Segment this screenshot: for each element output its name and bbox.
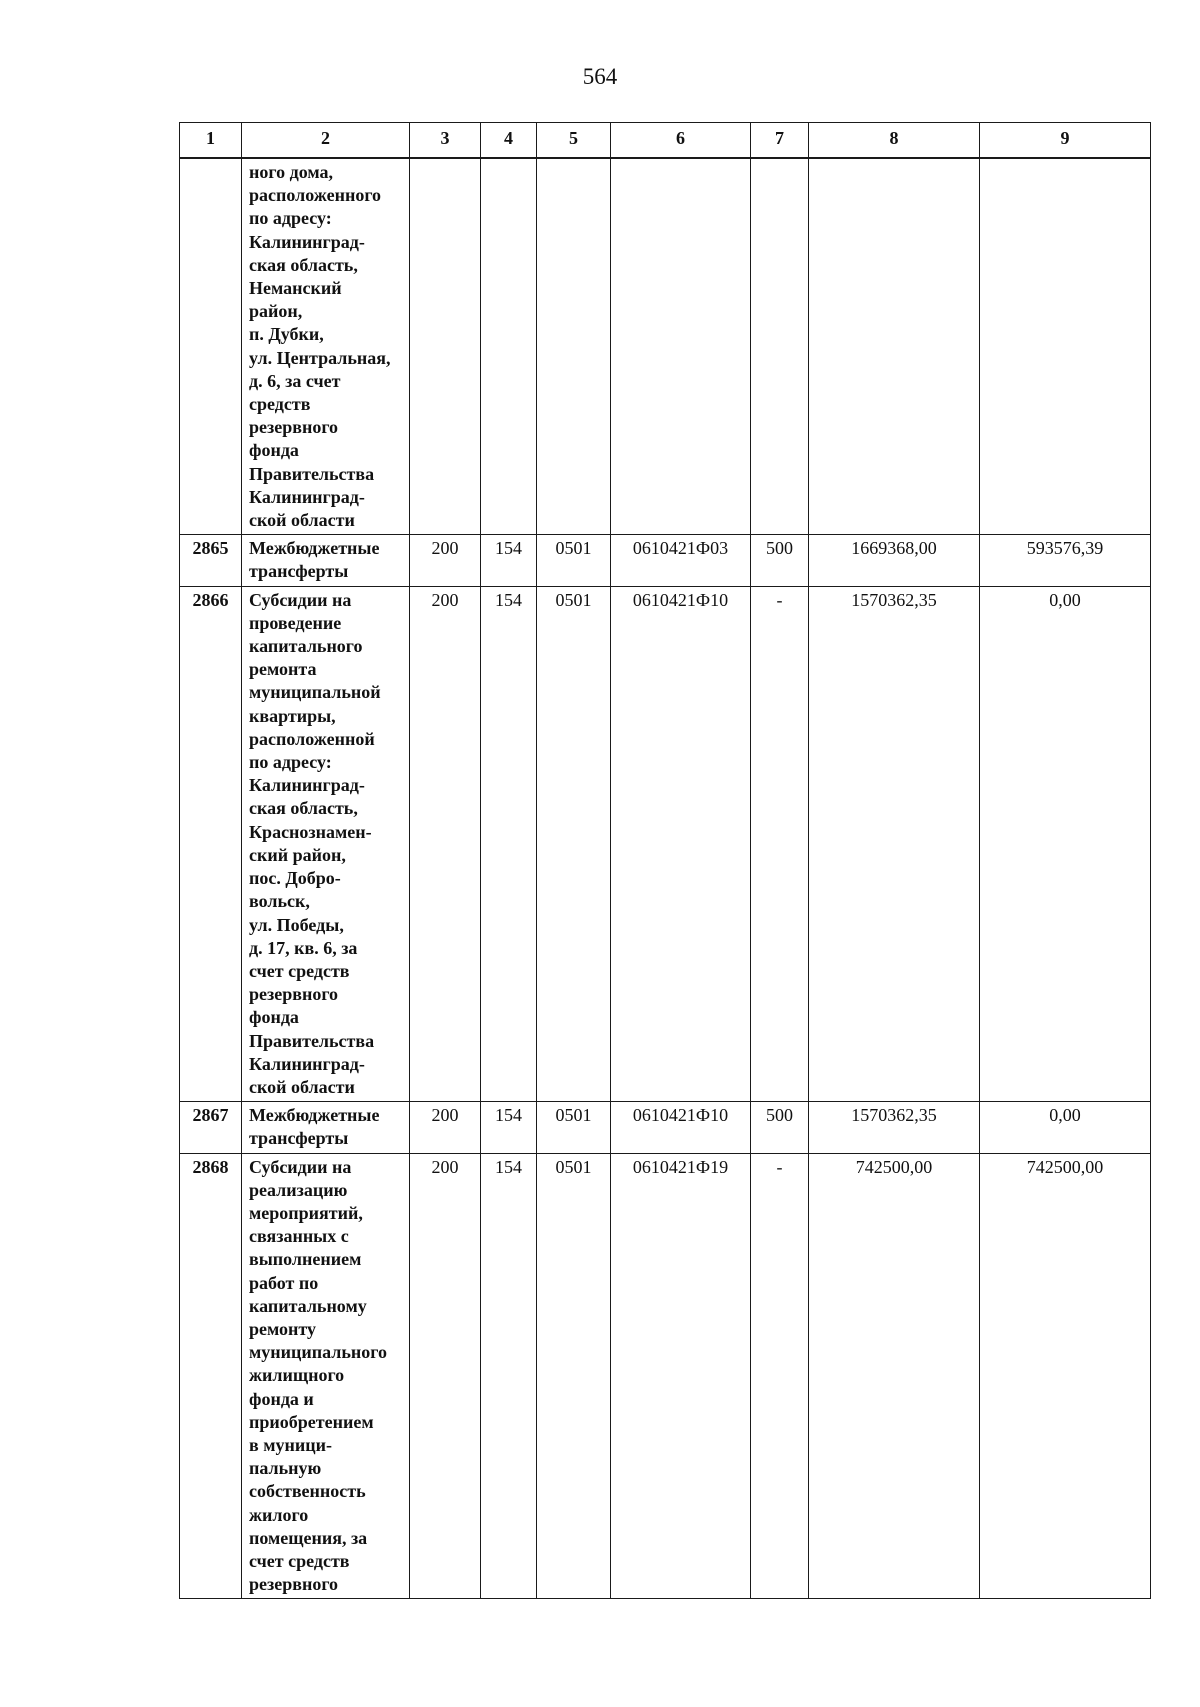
- row-description-text: ного дома, расположенного по адресу: Калининград- ская область, Неманский район, п. Дубки, ул. Центральная, д. 6, за счет средств резервного фонда Правительства Калининград- ской области: [249, 162, 391, 531]
- cell-col6: 0610421Ф10: [611, 1102, 751, 1153]
- column-header: 9: [980, 123, 1151, 159]
- cell-col4: 154: [481, 586, 537, 1101]
- cell-col8: 1570362,35: [809, 1102, 980, 1153]
- cell-col3: 200: [410, 1153, 481, 1599]
- row-number: 2868: [180, 1153, 242, 1599]
- cell-col9: 0,00: [980, 1102, 1151, 1153]
- cell-col6: [611, 158, 751, 535]
- table-row: [180, 586, 1151, 1101]
- row-description: [242, 1102, 410, 1153]
- cell-col8: 1570362,35: [809, 586, 980, 1101]
- row-description-text: Межбюджетные трансферты: [249, 538, 380, 582]
- table-row: [180, 1153, 1151, 1599]
- cell-col7: 500: [751, 535, 809, 586]
- cell-col5: 0501: [537, 535, 611, 586]
- row-number: 2867: [180, 1102, 242, 1153]
- cell-col9: [980, 158, 1151, 535]
- cell-col4: [481, 158, 537, 535]
- cell-col9: 0,00: [980, 586, 1151, 1101]
- row-number: 2865: [180, 535, 242, 586]
- cell-col5: [537, 158, 611, 535]
- cell-col4: 154: [481, 1102, 537, 1153]
- cell-col3: 200: [410, 1102, 481, 1153]
- column-header: 1: [180, 123, 242, 159]
- column-header: 3: [410, 123, 481, 159]
- table-row: [180, 535, 1151, 586]
- cell-col6: 0610421Ф19: [611, 1153, 751, 1599]
- cell-col4: 154: [481, 1153, 537, 1599]
- row-number: 2866: [180, 586, 242, 1101]
- cell-col3: [410, 158, 481, 535]
- row-number: [180, 158, 242, 535]
- cell-col7: [751, 158, 809, 535]
- budget-table: [179, 122, 1151, 1599]
- cell-col5: 0501: [537, 1153, 611, 1599]
- column-header: 5: [537, 123, 611, 159]
- column-header: 2: [242, 123, 410, 159]
- row-description: [242, 1153, 410, 1599]
- row-description: [242, 158, 410, 535]
- row-description-text: Субсидии на проведение капитального ремонта муниципальной квартиры, расположенной по адресу: Калининград- ская область, Краснознамен- ский район, пос. Добро- вольск, ул. Победы, д. 17, кв. 6, за счет средств резервного фонда Правительства Калининград- ской области: [249, 589, 381, 1097]
- cell-col7: -: [751, 1153, 809, 1599]
- table-row: [180, 158, 1151, 535]
- cell-col7: 500: [751, 1102, 809, 1153]
- column-header: 6: [611, 123, 751, 159]
- cell-col3: 200: [410, 586, 481, 1101]
- row-description: [242, 535, 410, 586]
- column-header: 8: [809, 123, 980, 159]
- cell-col6: 0610421Ф03: [611, 535, 751, 586]
- column-header: 7: [751, 123, 809, 159]
- cell-col8: 742500,00: [809, 1153, 980, 1599]
- cell-col8: 1669368,00: [809, 535, 980, 586]
- row-description: [242, 586, 410, 1101]
- table-header-row: [180, 123, 1151, 159]
- column-header: 4: [481, 123, 537, 159]
- cell-col6: 0610421Ф10: [611, 586, 751, 1101]
- cell-col4: 154: [481, 535, 537, 586]
- row-description-text: Субсидии на реализацию мероприятий, связанных с выполнением работ по капитальному ремонту муниципального жилищного фонда и приобретением в муници- пальную собственность жилого помещения, за счет средств резервного: [249, 1156, 387, 1595]
- table-row: [180, 1102, 1151, 1153]
- cell-col5: 0501: [537, 586, 611, 1101]
- cell-col3: 200: [410, 535, 481, 586]
- row-description-text: Межбюджетные трансферты: [249, 1105, 380, 1149]
- page-number: 564: [582, 64, 618, 89]
- cell-col5: 0501: [537, 1102, 611, 1153]
- cell-col9: 593576,39: [980, 535, 1151, 586]
- cell-col8: [809, 158, 980, 535]
- cell-col7: -: [751, 586, 809, 1101]
- cell-col9: 742500,00: [980, 1153, 1151, 1599]
